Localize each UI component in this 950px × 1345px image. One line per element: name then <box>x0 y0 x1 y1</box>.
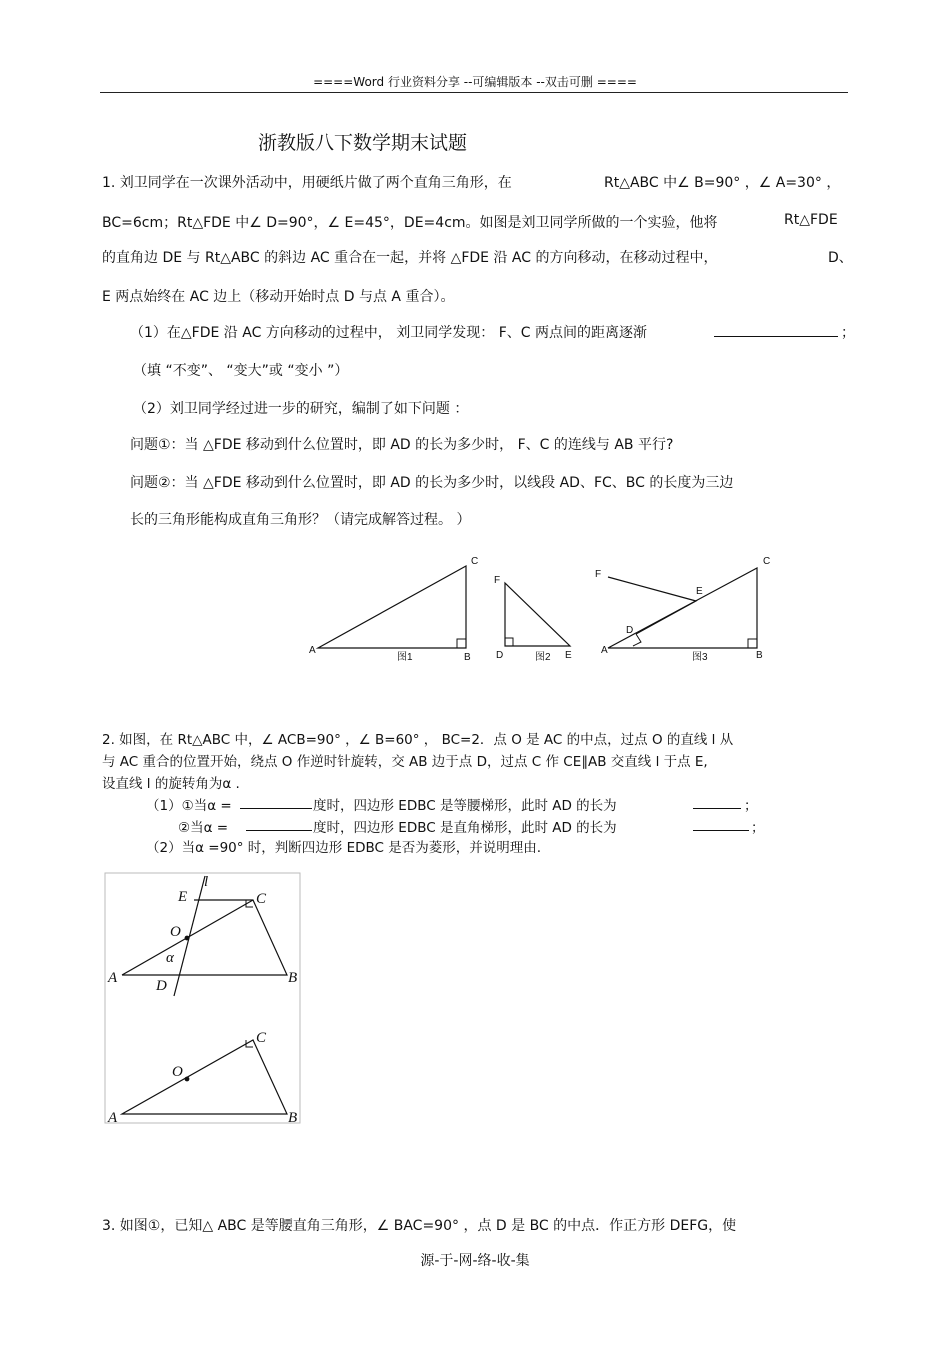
q1-line4: E 两点始终在 AC 边上（移动开始时点 D 与点 A 重合）。 <box>102 289 455 305</box>
q1-part1-answer-blank[interactable] <box>714 322 838 341</box>
q2-lower-triangle <box>122 1040 287 1114</box>
q1-figure-3 <box>608 568 757 648</box>
fig3-label-f: F <box>595 569 602 580</box>
q1-question-a: 问题①：当 △FDE 移动到什么位置时，即 AD 的长为多少时， F、C 的连线与 AB 平行? <box>130 437 674 453</box>
q1-figure-1 <box>318 566 466 648</box>
q2-upper-label-e: E <box>178 889 188 905</box>
q2-sub1-text: 度时，四边形 EDBC 是等腰梯形，此时 AD 的长为 <box>313 798 617 814</box>
q1-line1-left: 1. 刘卫同学在一次课外活动中，用硬纸片做了两个直角三角形，在 <box>102 175 512 191</box>
q1-figures <box>300 550 780 670</box>
fig2-caption: 图2 <box>535 652 551 663</box>
q2-sub1-angle-blank[interactable] <box>240 794 312 813</box>
q2-upper-label-alpha: α <box>166 950 174 966</box>
fig3-label-c: C <box>763 556 771 567</box>
page-header: ====Word 行业资料分享 --可编辑版本 --双击可删 ==== <box>313 75 637 89</box>
q2-lower-label-a: A <box>108 1110 118 1126</box>
q1-part1-hint: （填 “不变”、 “变大”或 “变小 ”） <box>133 363 349 379</box>
fig3-label-d: D <box>626 625 634 636</box>
q2-sub1-end: ； <box>744 798 758 814</box>
q2-line2: 与 AC 重合的位置开始，绕点 O 作逆时针旋转，交 AB 边于点 D，过点 C 作 CE∥AB 交直线 l 于点 E, <box>102 754 708 770</box>
q1-question-b-line2: 长的三角形能构成直角三角形？（请完成解答过程。 ） <box>130 512 471 528</box>
q2-sub2-angle-blank[interactable] <box>246 816 312 835</box>
q2-line1: 2. 如图，在 Rt△ABC 中，∠ ACB=90° ，∠ B=60° ， BC=2．点 O 是 AC 的中点，过点 O 的直线 l 从 <box>102 732 734 748</box>
q2-sub2-text: 度时，四边形 EDBC 是直角梯形，此时 AD 的长为 <box>313 820 617 836</box>
fig1-label-c: C <box>471 556 479 567</box>
q2-figure <box>104 872 304 1128</box>
fig3-label-a: A <box>601 645 608 656</box>
q2-sub2-end: ； <box>751 820 765 836</box>
q1-line2-right: Rt△FDE <box>784 212 838 228</box>
q1-question-b-line1: 问题②：当 △FDE 移动到什么位置时，即 AD 的长为多少时，以线段 AD、FC、BC 的长度为三边 <box>130 475 734 491</box>
fig1-caption: 图1 <box>397 652 413 663</box>
header-rule <box>100 92 848 93</box>
q2-upper-point-o <box>185 936 190 941</box>
q1-figure-2 <box>505 583 570 646</box>
q2-lower-point-o <box>185 1077 190 1082</box>
q2-part2: （2）当α =90° 时，判断四边形 EDBC 是否为菱形，并说明理由. <box>146 840 542 856</box>
fig2-label-e: E <box>565 650 572 661</box>
q2-upper-label-b: B <box>288 970 298 986</box>
q1-part1-end: ； <box>841 325 855 341</box>
q1-part2: （2）刘卫同学经过进一步的研究，编制了如下问题 ： <box>133 401 469 417</box>
q1-line3-left: 的直角边 DE 与 Rt△ABC 的斜边 AC 重合在一起，并将 △FDE 沿 AC 的方向移动，在移动过程中， <box>102 250 718 266</box>
q2-sub2-ad-blank[interactable] <box>693 816 749 835</box>
q2-upper-label-a: A <box>108 970 118 986</box>
page-footer: 源-于-网-络-收-集 <box>420 1253 530 1269</box>
q2-lower-label-b: B <box>288 1110 298 1126</box>
q3-line1: 3. 如图①，已知△ ABC 是等腰直角三角形，∠ BAC=90° ，点 D 是 BC 的中点．作正方形 DEFG，使 <box>102 1218 737 1234</box>
fig3-label-e: E <box>696 586 703 597</box>
q2-lower-label-o: O <box>172 1064 183 1080</box>
fig3-caption: 图3 <box>692 652 708 663</box>
q2-lower-label-c: C <box>256 1030 267 1046</box>
fig3-label-b: B <box>756 650 763 661</box>
q2-upper-label-l: l <box>204 874 209 890</box>
q1-part1: （1）在△FDE 沿 AC 方向移动的过程中， 刘卫同学发现： F、C 两点间的距离逐渐 <box>130 325 647 341</box>
q2-upper-label-d: D <box>156 978 167 994</box>
fig2-label-f: F <box>494 575 501 586</box>
fig1-label-b: B <box>464 652 471 663</box>
q1-line1-right: Rt△ABC 中∠ B=90° ，∠ A=30° ， <box>604 175 841 191</box>
q2-line3: 设直线 l 的旋转角为α . <box>102 776 240 792</box>
q2-upper-label-c: C <box>256 891 267 907</box>
q2-sub2-prefix: ②当α = <box>178 820 229 836</box>
q2-upper-label-o: O <box>170 924 181 940</box>
fig1-label-a: A <box>309 645 316 656</box>
q1-line3-right: D、 <box>828 250 853 266</box>
q2-sub1-prefix: （1）①当α = <box>146 798 232 814</box>
q1-line2-left: BC=6cm；Rt△FDE 中∠ D=90°，∠ E=45°，DE=4cm。如图是刘卫同学所做的一个实验，他将 <box>102 215 718 231</box>
page-title: 浙教版八下数学期末试题 <box>258 132 468 154</box>
fig2-label-d: D <box>496 650 504 661</box>
q2-sub1-ad-blank[interactable] <box>693 794 741 813</box>
q2-figure-frame <box>105 873 300 1123</box>
